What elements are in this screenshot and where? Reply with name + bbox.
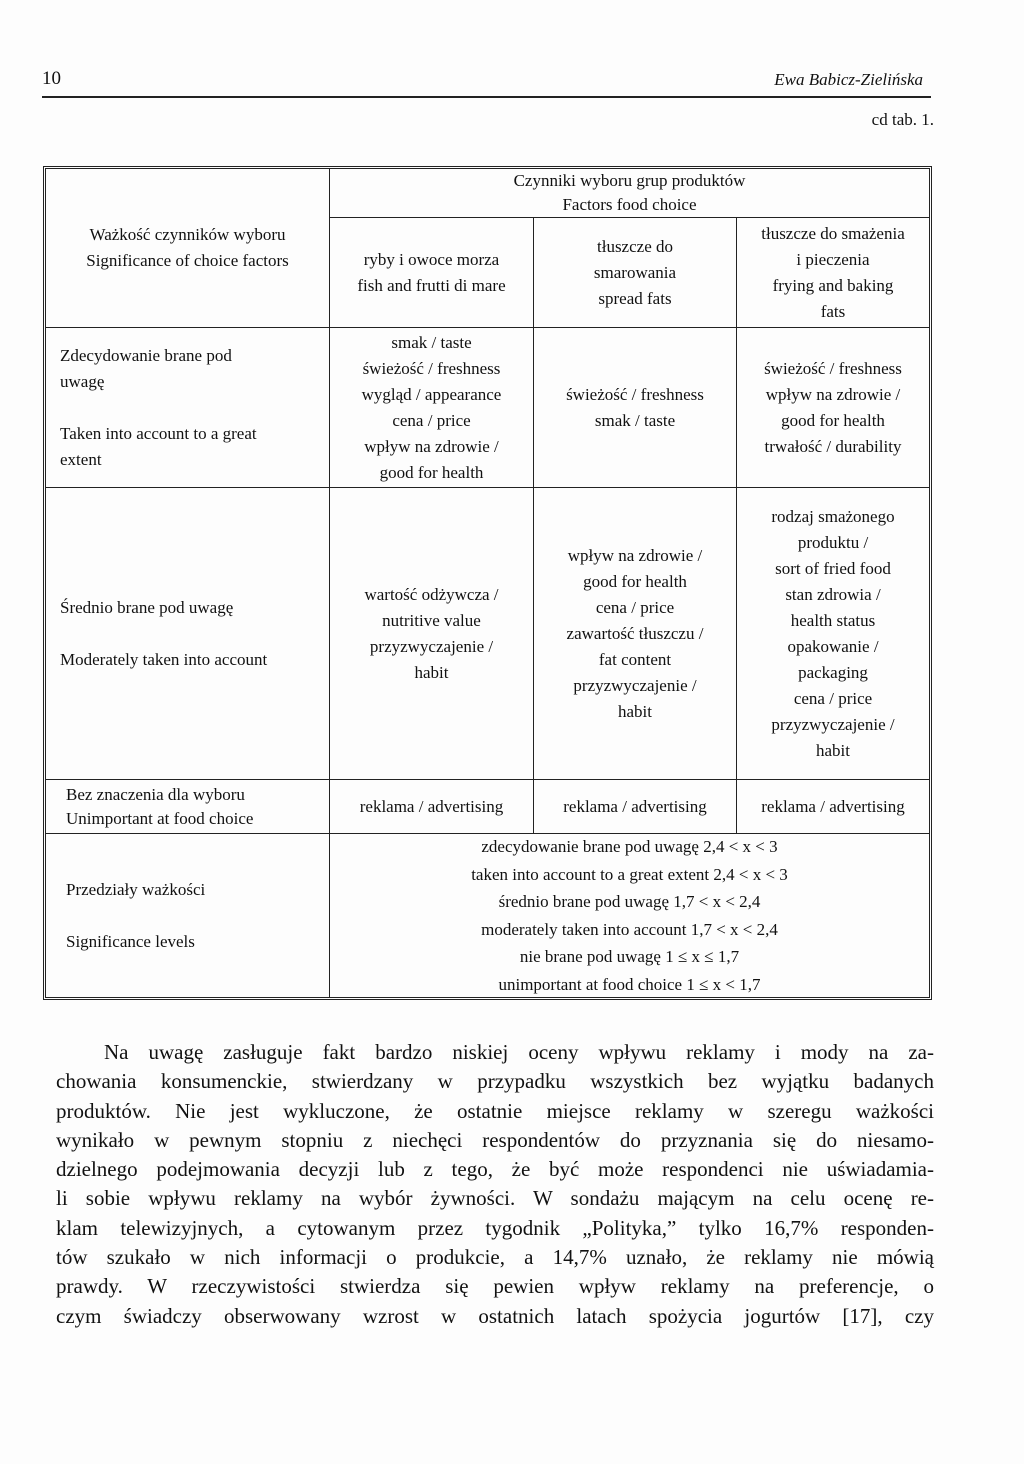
paragraph-line: tów szukało w nich informacji o produkcie, a 14,7% uznało, że reklamy nie mówią bbox=[56, 1245, 934, 1270]
cell-line: good for health bbox=[781, 410, 885, 430]
col-header-line: ryby i owoce morza bbox=[363, 249, 500, 269]
cell-line: świeżość / freshness bbox=[764, 358, 902, 378]
cell-line: cena / price bbox=[595, 597, 675, 617]
table-corner-header bbox=[46, 169, 329, 327]
cell-line: produktu / bbox=[797, 532, 869, 552]
cell-line: przyzwyczajenie / bbox=[573, 675, 697, 695]
cell-line: zawartość tłuszczu / bbox=[566, 623, 704, 643]
cell-line: wpływ na zdrowie / bbox=[364, 436, 499, 456]
col-header-line: fats bbox=[820, 301, 846, 321]
row-label-line: Średnio brane pod uwagę bbox=[60, 597, 234, 617]
row-label-line: Unimportant at food choice bbox=[66, 808, 254, 828]
cell-line: reklama / advertising bbox=[359, 796, 504, 816]
group-header-line: Czynniki wyboru grup produktów bbox=[513, 171, 746, 190]
cell-line: stan zdrowia / bbox=[785, 584, 881, 604]
cell-line: packaging bbox=[798, 662, 868, 682]
paragraph-line: produktów. Nie jest wykluczone, że ostatnie miejsce reklamy w szeregu ważkości bbox=[56, 1098, 934, 1123]
cell-line: świeżość / freshness bbox=[566, 384, 704, 404]
column-header-spread-fats bbox=[534, 218, 736, 327]
cell-line: świeżość / freshness bbox=[362, 358, 501, 378]
levels-label-line: Przedziały ważkości bbox=[66, 879, 206, 899]
level-line: moderately taken into account 1,7 < x < 2,4 bbox=[481, 919, 778, 939]
levels-list bbox=[330, 834, 929, 997]
cell-line: reklama / advertising bbox=[563, 796, 707, 816]
corner-line: Significance of choice factors bbox=[86, 251, 289, 270]
table-cell bbox=[330, 488, 533, 779]
paragraph-line: czym świadczy obserwowany wzrost w ostatnich latach spożycia jogurtów [17], czy bbox=[56, 1303, 934, 1328]
cell-line: cena / price bbox=[392, 410, 471, 430]
body-paragraph bbox=[56, 1038, 934, 1331]
page-number: 10 bbox=[42, 68, 61, 89]
column-header-frying-fats bbox=[737, 218, 929, 327]
paragraph-line: prawdy. W rzeczywistości stwierdza się pewien wpływ reklamy na preferencje, o bbox=[56, 1274, 934, 1299]
col-header-line: spread fats bbox=[598, 288, 672, 308]
col-header-line: tłuszcze do bbox=[597, 236, 673, 256]
row-label-great-extent bbox=[60, 328, 326, 487]
row-label-line: Bez znaczenia dla wyboru bbox=[66, 784, 245, 804]
cell-line: wpływ na zdrowie / bbox=[765, 384, 901, 404]
row-label-moderately bbox=[60, 488, 326, 779]
page-header bbox=[42, 66, 931, 98]
level-line: średnio brane pod uwagę 1,7 < x < 2,4 bbox=[498, 892, 761, 911]
paragraph-line: wynikało w pewnym stopniu z niechęci respondentów do przyznania się do niesamo- bbox=[56, 1127, 934, 1152]
row-label-line: Taken into account to a great bbox=[60, 423, 257, 443]
cell-line: przyzwyczajenie / bbox=[771, 714, 895, 734]
cell-line: opakowanie / bbox=[787, 636, 879, 656]
cell-line: health status bbox=[790, 610, 876, 630]
cell-line: sort of fried food bbox=[775, 558, 891, 578]
table-cell bbox=[330, 780, 533, 833]
column-header-fish bbox=[330, 218, 533, 327]
row-label-line: uwagę bbox=[60, 371, 105, 391]
cell-line: good for health bbox=[583, 571, 687, 591]
cell-line: trwałość / durability bbox=[764, 436, 902, 456]
cell-line: smak / taste bbox=[594, 410, 676, 430]
group-header-line: Factors food choice bbox=[562, 195, 697, 214]
paragraph-line: Na uwagę zasługuje fakt bardzo niskiej oceny wpływu reklamy i mody na za- bbox=[104, 1040, 934, 1064]
cell-line: good for health bbox=[379, 462, 484, 482]
factors-table bbox=[43, 166, 932, 1000]
paragraph-line: chowania konsumenckie, stwierdzany w przypadku wszystkich bez wyjątku badanych bbox=[56, 1069, 934, 1094]
row-label-line: extent bbox=[60, 449, 102, 469]
cell-line: wygląd / appearance bbox=[361, 384, 502, 404]
table-cell bbox=[737, 780, 929, 833]
level-line: zdecydowanie brane pod uwagę 2,4 < x < 3 bbox=[481, 837, 778, 856]
col-header-line: tłuszcze do smażenia bbox=[761, 223, 905, 243]
table-continuation-label: cd tab. 1. bbox=[871, 110, 934, 129]
cell-line: wpływ na zdrowie / bbox=[567, 545, 703, 565]
col-header-line: fish and frutti di mare bbox=[357, 275, 506, 295]
level-line: taken into account to a great extent 2,4 < x < 3 bbox=[471, 864, 788, 884]
table-cell bbox=[330, 328, 533, 487]
cell-line: wartość odżywcza / bbox=[364, 584, 499, 604]
row-label-line: Zdecydowanie brane pod bbox=[60, 345, 232, 365]
cell-line: rodzaj smażonego bbox=[771, 506, 895, 526]
col-header-line: i pieczenia bbox=[796, 249, 870, 269]
cell-line: habit bbox=[618, 701, 652, 721]
table-cell bbox=[534, 328, 736, 487]
levels-label-line: Significance levels bbox=[66, 931, 195, 951]
level-line: nie brane pod uwagę 1 ≤ x ≤ 1,7 bbox=[519, 947, 740, 966]
cell-line: przyzwyczajenie / bbox=[369, 636, 494, 656]
paragraph-line: li sobie wpływu reklamy na wybór żywności. W sondażu mającym na celu ocenę re- bbox=[56, 1186, 934, 1211]
cell-line: cena / price bbox=[793, 688, 873, 708]
running-author: Ewa Babicz-Zielińska bbox=[774, 70, 923, 89]
table-cell bbox=[534, 780, 736, 833]
table-cell bbox=[534, 488, 736, 779]
row-label-unimportant bbox=[66, 780, 326, 833]
cell-line: habit bbox=[816, 740, 850, 760]
cell-line: reklama / advertising bbox=[761, 796, 905, 816]
corner-line: Ważkość czynników wyboru bbox=[89, 225, 286, 244]
cell-line: habit bbox=[414, 662, 449, 682]
row-label-line: Moderately taken into account bbox=[60, 649, 268, 669]
level-line: unimportant at food choice 1 ≤ x < 1,7 bbox=[498, 974, 761, 994]
paragraph-line: klam telewizyjnych, a cytowanym przez tygodnik „Polityka,” tylko 16,7% responden- bbox=[56, 1215, 934, 1240]
cell-line: fat content bbox=[598, 649, 672, 669]
cell-line: smak / taste bbox=[391, 332, 472, 352]
cell-line: nutritive value bbox=[382, 610, 481, 630]
col-header-line: frying and baking bbox=[772, 275, 894, 295]
group-header bbox=[330, 169, 929, 217]
table-cell bbox=[737, 488, 929, 779]
paragraph-line: dzielnego podejmowania decyzji lub z tego, że być może respondenci nie uświadamia- bbox=[56, 1157, 934, 1182]
table-cell bbox=[737, 328, 929, 487]
col-header-line: smarowania bbox=[593, 262, 677, 282]
levels-label bbox=[66, 834, 326, 997]
